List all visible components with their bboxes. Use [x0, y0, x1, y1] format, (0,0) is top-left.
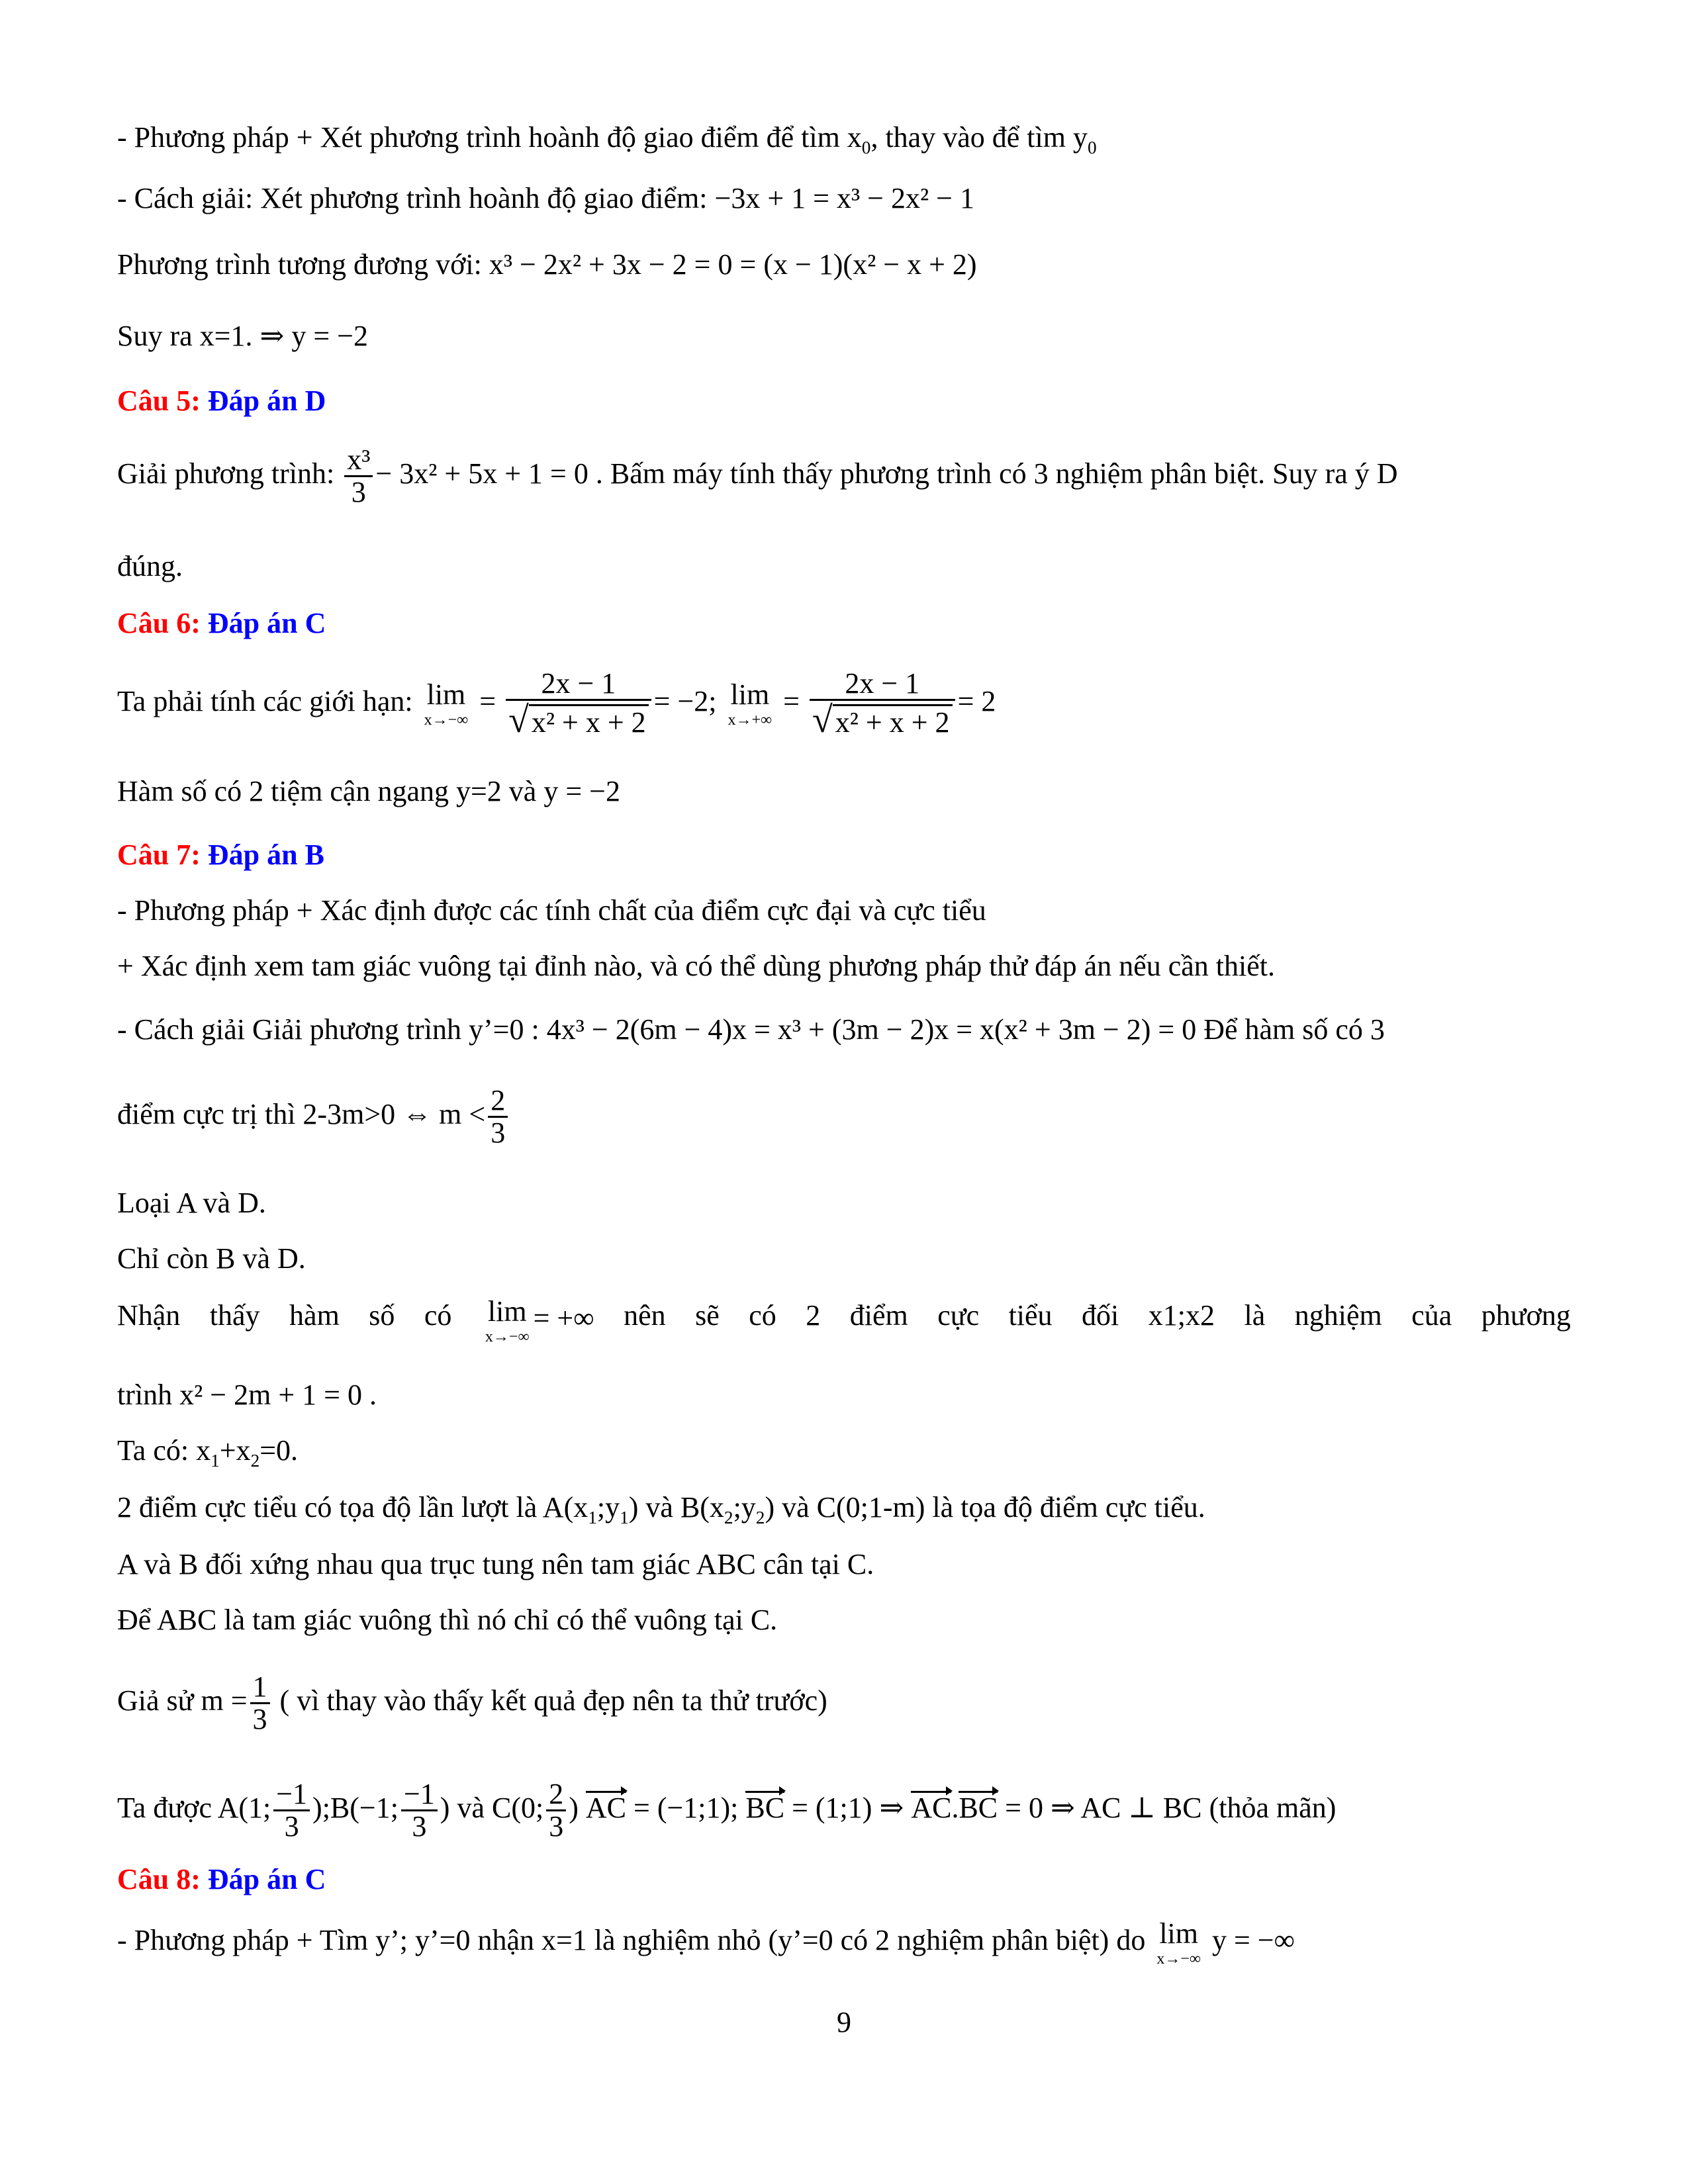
- limit-expression-1: lim x→−∞: [424, 678, 469, 729]
- method-line-1: - Phương pháp + Xét phương trình hoành độ giao điểm để tìm $x_0$, thay vào để tìm $y_0$: [117, 121, 1097, 158]
- assumption-line: Giả sử m = $\frac{1}{3}$ ( vì thay vào thấy kết quả đẹp nên ta thử trước): [117, 1670, 827, 1736]
- limit-expression: lim x→−∞: [485, 1295, 530, 1345]
- vector-ac: AC: [911, 1790, 951, 1827]
- vieta-line: Ta có: $x_1+x_2=0$.: [117, 1434, 299, 1471]
- fraction: $\frac{2x - 1}{\text{√x² + x + 2}}$: [810, 668, 955, 740]
- verification-line: Ta được A(1; $\frac{-1}{3}$ );B(−1; $\frac{-1}{3}$ ) và C(0; $\frac{2}{3}$ ) AC = (−1;1); BC = (1;1) ⇒ AC.BC = 0 ⇒ AC ⊥ BC (thỏa mãn): [117, 1778, 1336, 1843]
- question-7-heading: Câu 7: Đáp án B: [117, 839, 324, 871]
- quadratic-line: trình x² − 2m + 1 = 0 .: [117, 1379, 377, 1411]
- fraction: $\frac{2x - 1}{\text{√x² + x + 2}}$: [506, 668, 651, 740]
- right-triangle-line: Để ABC là tam giác vuông thì nó chỉ có thể vuông tại C.: [117, 1604, 778, 1636]
- fraction: $\frac{-1}{3}$: [401, 1779, 438, 1842]
- fraction: $\frac{-1}{3}$: [273, 1779, 310, 1842]
- equivalent-equation-line: Phương trình tương đương với: x³ − 2x² + 3x − 2 = 0 = (x − 1)(x² − x + 2): [117, 248, 977, 281]
- extrema-condition-line: điểm cực trị thì 2-3m>0 ⇔ m < $\frac{2}{3}$: [117, 1085, 510, 1148]
- vector-bc: BC: [959, 1790, 998, 1827]
- question-5-conclusion: đúng.: [117, 550, 183, 582]
- vector-ac: AC: [586, 1790, 626, 1827]
- asymptote-line: Hàm số có 2 tiệm cận ngang y=2 và y = −2: [117, 775, 620, 807]
- method-line-3: + Xác định xem tam giác vuông tại đỉnh nào, và có thể dùng phương pháp thử đáp án nếu cần thiết.: [117, 950, 1275, 982]
- page-number: 9: [837, 2006, 851, 2038]
- fraction: $\frac{\text{x³}}{3}$: [344, 445, 373, 508]
- question-6-heading: Câu 6: Đáp án C: [117, 607, 326, 639]
- observation-line: Nhận thấy hàm số có lim x→−∞ = +∞ nên sẽ có 2 điểm cực tiểu đối x1;x2 là nghiệm của phương: [117, 1295, 1571, 1345]
- method-line-4: - Phương pháp + Tìm y’; y’=0 nhận x=1 là nghiệm nhỏ (y’=0 có 2 nghiệm phân biệt) do lim x→−∞ y = −∞: [117, 1917, 1295, 1968]
- eliminate-line: Loại A và D.: [117, 1187, 266, 1219]
- limit-expression-2: lim x→+∞: [727, 678, 773, 729]
- sqrt-sign: √: [812, 700, 833, 741]
- question-8-heading: Câu 8: Đáp án C: [117, 1863, 326, 1895]
- symmetry-line: A và B đối xứng nhau qua trục tung nên tam giác ABC cân tại C.: [117, 1548, 874, 1580]
- fraction: $\frac{2}{3}$: [546, 1779, 566, 1842]
- fraction: $\frac{2}{3}$: [488, 1085, 508, 1148]
- remaining-line: Chỉ còn B và D.: [117, 1242, 306, 1275]
- points-line: 2 điểm cực tiểu có tọa độ lần lượt là $A(x_1;y_1)$ và $B(x_2;y_2)$ và C(0;1-m) là tọa độ điểm cực tiểu.: [117, 1491, 1205, 1527]
- limits-line: Ta phải tính các giới hạn: lim x→−∞ = $\frac{2x - 1}{\text{√x² + x + 2}}$ = −2; lim x→+∞ = $\frac{2x - 1}{\text{√x² + x + 2}}$ = 2: [117, 667, 996, 741]
- vector-bc: BC: [745, 1790, 784, 1827]
- limit-expression: lim x→−∞: [1156, 1917, 1201, 1968]
- derivative-equation-line: - Cách giải Giải phương trình y’=0 : 4x³ − 2(6m − 4)x = x³ + (3m − 2)x = x(x² + 3m − 2) = 0 Để hàm số có 3: [117, 1013, 1385, 1046]
- solution-line-1: - Cách giải: Xét phương trình hoành độ giao điểm: −3x + 1 = x³ − 2x² − 1: [117, 182, 974, 214]
- result-line: Suy ra x=1. ⇒ y = −2: [117, 320, 368, 352]
- method-line-2: - Phương pháp + Xác định được các tính chất của điểm cực đại và cực tiểu: [117, 894, 986, 927]
- question-5-equation-line: Giải phương trình: $\frac{\text{x³}}{3}$ − 3x² + 5x + 1 = 0 . Bấm máy tính thấy phương trình có 3 nghiệm phân biệt. Suy ra ý D: [117, 443, 1398, 509]
- sqrt-sign: √: [508, 700, 529, 741]
- fraction: $\frac{1}{3}$: [250, 1672, 270, 1735]
- question-5-heading: Câu 5: Đáp án D: [117, 385, 326, 417]
